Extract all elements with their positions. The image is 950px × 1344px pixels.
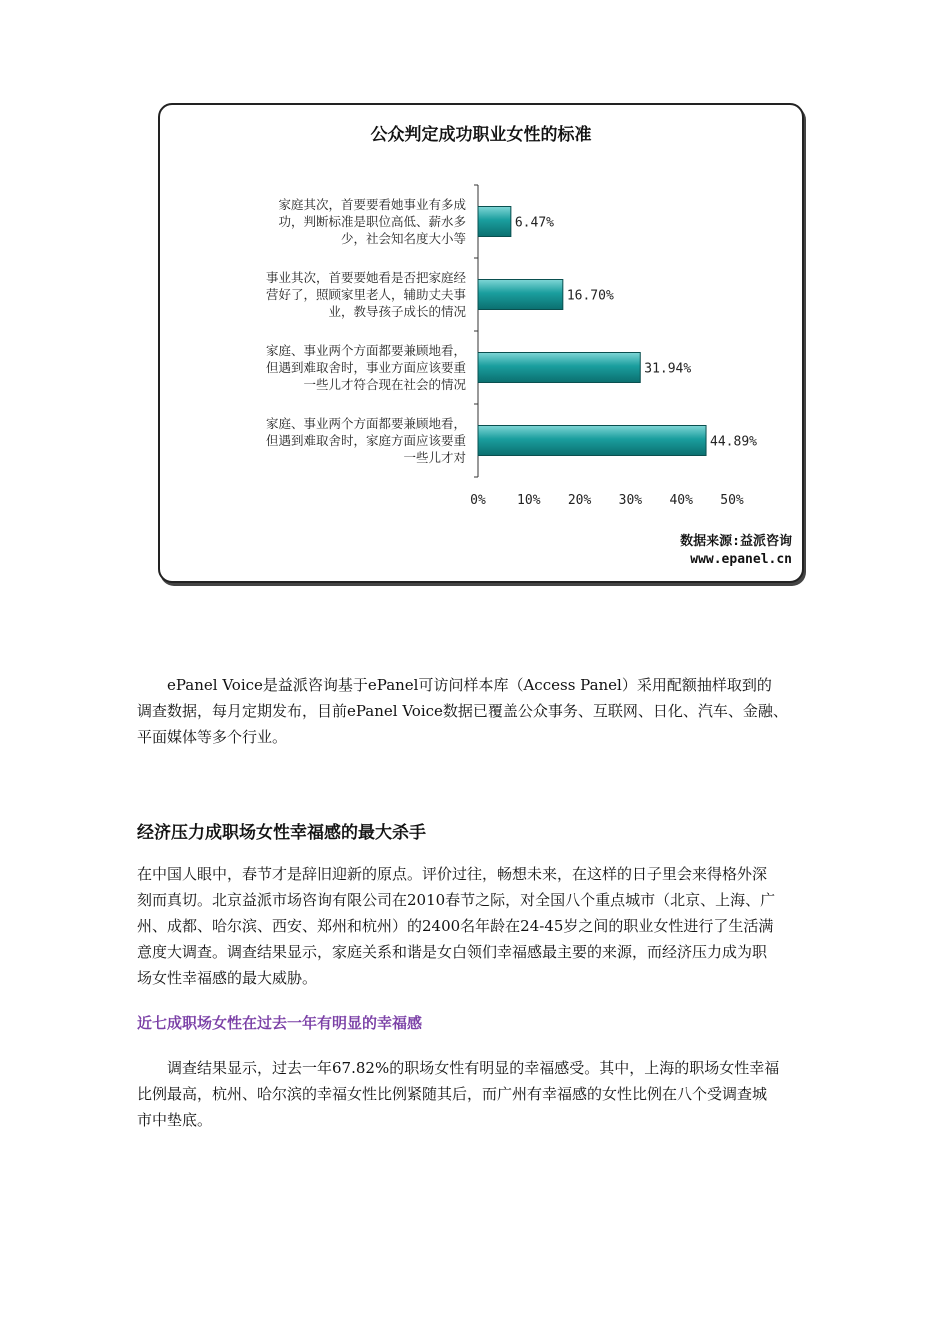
chart-panel [158, 103, 804, 583]
x-tick-label: 10% [517, 493, 541, 508]
paragraph-line: 场女性幸福感的最大威胁。 [137, 969, 318, 987]
data-label: 6.47% [514, 215, 555, 231]
category-label [208, 269, 466, 320]
source-label: 数据来源:益派咨询 [680, 534, 792, 549]
paragraph-line: 刻而真切。北京益派市场咨询有限公司在2010春节之际，对全国八个重点城市（北京、上海、广 [137, 891, 776, 909]
x-tick-label: 40% [669, 493, 693, 508]
category-label [208, 196, 466, 247]
data-label: 16.70% [566, 288, 614, 304]
paragraph-line: 调查数据，每月定期发布，目前ePanel Voice数据已覆盖公众事务、互联网、日化、汽车、金融、 [137, 702, 788, 720]
bar [478, 207, 511, 237]
paragraph-line: 州、成都、哈尔滨、西安、郑州和杭州）的2400名年龄在24-45岁之间的职业女性进行了生活满 [137, 917, 774, 935]
bar [478, 280, 563, 310]
bar [478, 353, 640, 383]
category-label [208, 342, 466, 393]
data-label: 31.94% [644, 361, 692, 377]
x-tick-label: 30% [618, 493, 643, 508]
survey-paragraph [137, 861, 867, 991]
source-url: www.epanel.cn [690, 552, 792, 567]
category-label-line: 但遇到难取舍时，家庭方面应该要重 [265, 433, 466, 448]
chart-title: 公众判定成功职业女性的标准 [370, 125, 592, 145]
intro-paragraph [137, 672, 867, 750]
category-label-line: 业，教导孩子成长的情况 [328, 304, 466, 319]
section-subheading: 近七成职场女性在过去一年有明显的幸福感 [137, 1014, 423, 1032]
paragraph-line: 比例最高，杭州、哈尔滨的幸福女性比例紧随其后，而广州有幸福感的女性比例在八个受调查城 [137, 1085, 768, 1103]
paragraph-line: 调查结果显示，过去一年67.82%的职场女性有明显的幸福感受。其中，上海的职场女性幸福 [137, 1059, 780, 1077]
bar [478, 426, 706, 456]
category-label-line: 功，判断标准是职位高低、薪水多 [278, 214, 466, 229]
category-label-line: 家庭其次，首要要看她事业有多成 [278, 197, 466, 212]
x-tick-label: 0% [470, 493, 486, 508]
category-label [208, 415, 466, 466]
category-label-line: 家庭、事业两个方面都要兼顾地看， [265, 343, 466, 358]
x-tick-label: 50% [720, 493, 744, 508]
category-label-line: 家庭、事业两个方面都要兼顾地看， [265, 416, 466, 431]
section-heading: 经济压力成职场女性幸福感的最大杀手 [137, 823, 426, 843]
result-paragraph [137, 1055, 867, 1133]
data-label: 44.89% [710, 434, 758, 450]
x-tick-label: 20% [567, 493, 592, 508]
category-label-line: 事业其次，首要要她看是否把家庭经 [265, 270, 466, 285]
paragraph-line: ePanel Voice是益派咨询基于ePanel可访问样本库（Access Panel）采用配额抽样取到的 [137, 676, 772, 694]
category-label-line: 少，社会知名度大小等 [340, 231, 466, 246]
category-label-line: 营好了，照顾家里老人，辅助丈夫事 [265, 287, 466, 302]
paragraph-line: 平面媒体等多个行业。 [137, 728, 288, 746]
category-label-line: 一些儿才对 [403, 450, 466, 465]
category-label-line: 但遇到难取舍时，事业方面应该要重 [265, 360, 466, 375]
category-label-line: 一些儿才符合现在社会的情况 [303, 377, 466, 392]
paragraph-line: 意度大调查。调查结果显示，家庭关系和谐是女白领们幸福感最主要的来源，而经济压力成为职 [137, 943, 768, 961]
paragraph-line: 在中国人眼中，春节才是辞旧迎新的原点。评价过往，畅想未来，在这样的日子里会来得格外深 [137, 865, 768, 883]
paragraph-line: 市中垫底。 [137, 1111, 213, 1129]
